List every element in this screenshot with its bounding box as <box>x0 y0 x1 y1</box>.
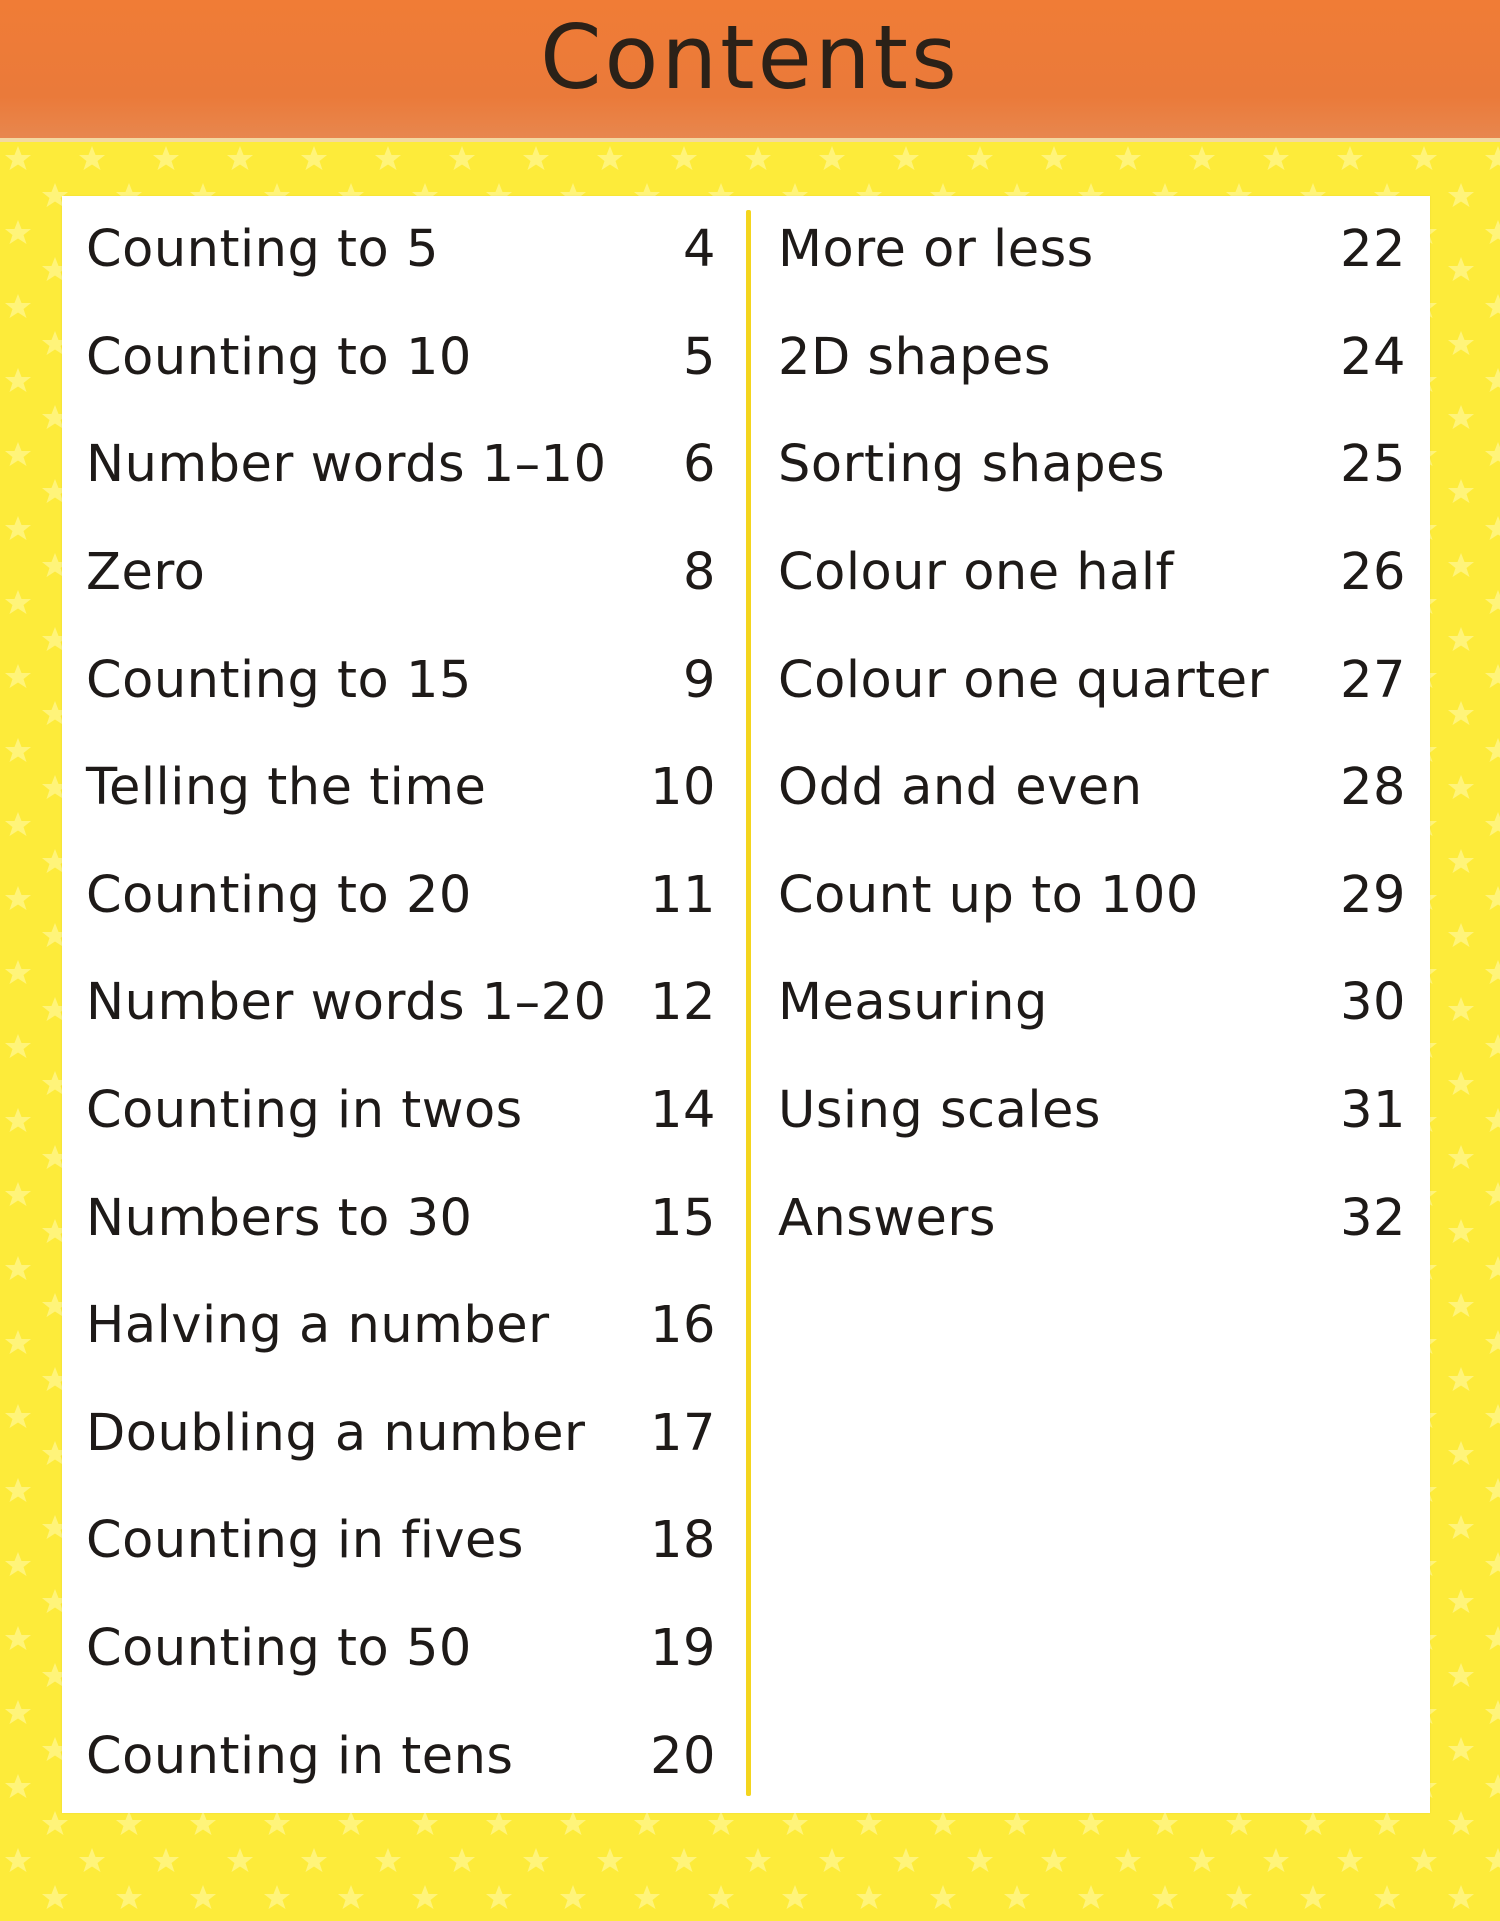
toc-entry-page: 14 <box>650 1081 716 1141</box>
toc-entry-page: 25 <box>1340 435 1406 495</box>
toc-entry[interactable] <box>778 1164 1406 1272</box>
toc-entry-title: Counting in fives <box>86 1511 524 1571</box>
toc-entry-page: 10 <box>650 758 716 818</box>
toc-entry-title: More or less <box>778 220 1094 280</box>
toc-entry[interactable] <box>86 734 716 842</box>
toc-entry-page: 6 <box>683 435 716 495</box>
toc-entry-title: Sorting shapes <box>778 435 1166 495</box>
toc-entry-page: 28 <box>1340 758 1406 818</box>
toc-entry-page: 29 <box>1340 865 1406 925</box>
toc-entry[interactable] <box>86 1702 716 1810</box>
toc-entry[interactable] <box>86 626 716 734</box>
toc-entry[interactable] <box>778 1057 1406 1165</box>
toc-entry-page: 27 <box>1340 650 1406 710</box>
toc-entry-page: 9 <box>683 650 716 710</box>
toc-entry-title: Measuring <box>778 973 1048 1033</box>
toc-entry-page: 5 <box>683 327 716 387</box>
toc-entry[interactable] <box>86 1272 716 1380</box>
toc-entry[interactable] <box>86 1380 716 1488</box>
toc-entry-page: 18 <box>650 1511 716 1571</box>
page-title: Contents <box>540 6 960 109</box>
toc-entry-page: 4 <box>683 220 716 280</box>
toc-entry-page: 11 <box>650 865 716 925</box>
toc-entry-title: Telling the time <box>86 758 487 818</box>
toc-entry-page: 19 <box>650 1619 716 1679</box>
toc-entry-title: Halving a number <box>86 1296 550 1356</box>
toc-entry[interactable] <box>86 1057 716 1165</box>
toc-entry[interactable] <box>86 1487 716 1595</box>
toc-entry[interactable] <box>86 196 716 304</box>
toc-entry-title: Answers <box>778 1188 996 1248</box>
toc-entry[interactable] <box>86 1164 716 1272</box>
toc-entry-title: Using scales <box>778 1081 1101 1141</box>
toc-entry-page: 30 <box>1340 973 1406 1033</box>
toc-entry[interactable] <box>778 626 1406 734</box>
toc-entry[interactable] <box>778 304 1406 412</box>
toc-entry-page: 26 <box>1340 543 1406 603</box>
toc-entry-title: Counting to 10 <box>86 327 472 387</box>
toc-entry[interactable] <box>778 949 1406 1057</box>
toc-entry-page: 31 <box>1340 1081 1406 1141</box>
toc-entry-page: 17 <box>650 1403 716 1463</box>
toc-entry-title: Counting to 15 <box>86 650 472 710</box>
toc-entry-title: Counting in twos <box>86 1081 523 1141</box>
toc-entry-title: Counting to 20 <box>86 865 472 925</box>
toc-entry-title: Counting to 50 <box>86 1619 472 1679</box>
toc-entry-page: 8 <box>683 543 716 603</box>
column-divider <box>746 210 751 1796</box>
toc-entry-title: Numbers to 30 <box>86 1188 473 1248</box>
toc-entry-title: Number words 1–10 <box>86 435 607 495</box>
toc-entry-page: 15 <box>650 1188 716 1248</box>
toc-entry-title: Count up to 100 <box>778 865 1199 925</box>
toc-entry-title: Doubling a number <box>86 1403 586 1463</box>
toc-entry[interactable] <box>86 411 716 519</box>
toc-entry-page: 24 <box>1340 327 1406 387</box>
toc-entry[interactable] <box>86 304 716 412</box>
toc-entry-title: 2D shapes <box>778 327 1051 387</box>
toc-entry-title: Colour one quarter <box>778 650 1270 710</box>
toc-entry[interactable] <box>778 196 1406 304</box>
toc-entry-title: Number words 1–20 <box>86 973 607 1033</box>
toc-entry-page: 20 <box>650 1726 716 1786</box>
toc-entry[interactable] <box>86 842 716 950</box>
toc-entry[interactable] <box>86 1595 716 1703</box>
toc-entry-page: 16 <box>650 1296 716 1356</box>
toc-entry-page: 32 <box>1340 1188 1406 1248</box>
toc-column-left <box>86 196 716 1810</box>
toc-entry[interactable] <box>778 734 1406 842</box>
toc-entry[interactable] <box>778 519 1406 627</box>
toc-entry-page: 12 <box>650 973 716 1033</box>
toc-entry-title: Counting in tens <box>86 1726 514 1786</box>
toc-entry-page: 22 <box>1340 220 1406 280</box>
toc-entry-title: Counting to 5 <box>86 220 439 280</box>
toc-entry[interactable] <box>778 411 1406 519</box>
toc-entry[interactable] <box>778 842 1406 950</box>
header-banner <box>0 0 1500 142</box>
toc-entry[interactable] <box>86 949 716 1057</box>
toc-entry[interactable] <box>86 519 716 627</box>
toc-entry-title: Zero <box>86 543 206 603</box>
toc-column-right <box>778 196 1406 1272</box>
toc-entry-title: Colour one half <box>778 543 1175 603</box>
toc-entry-title: Odd and even <box>778 758 1143 818</box>
